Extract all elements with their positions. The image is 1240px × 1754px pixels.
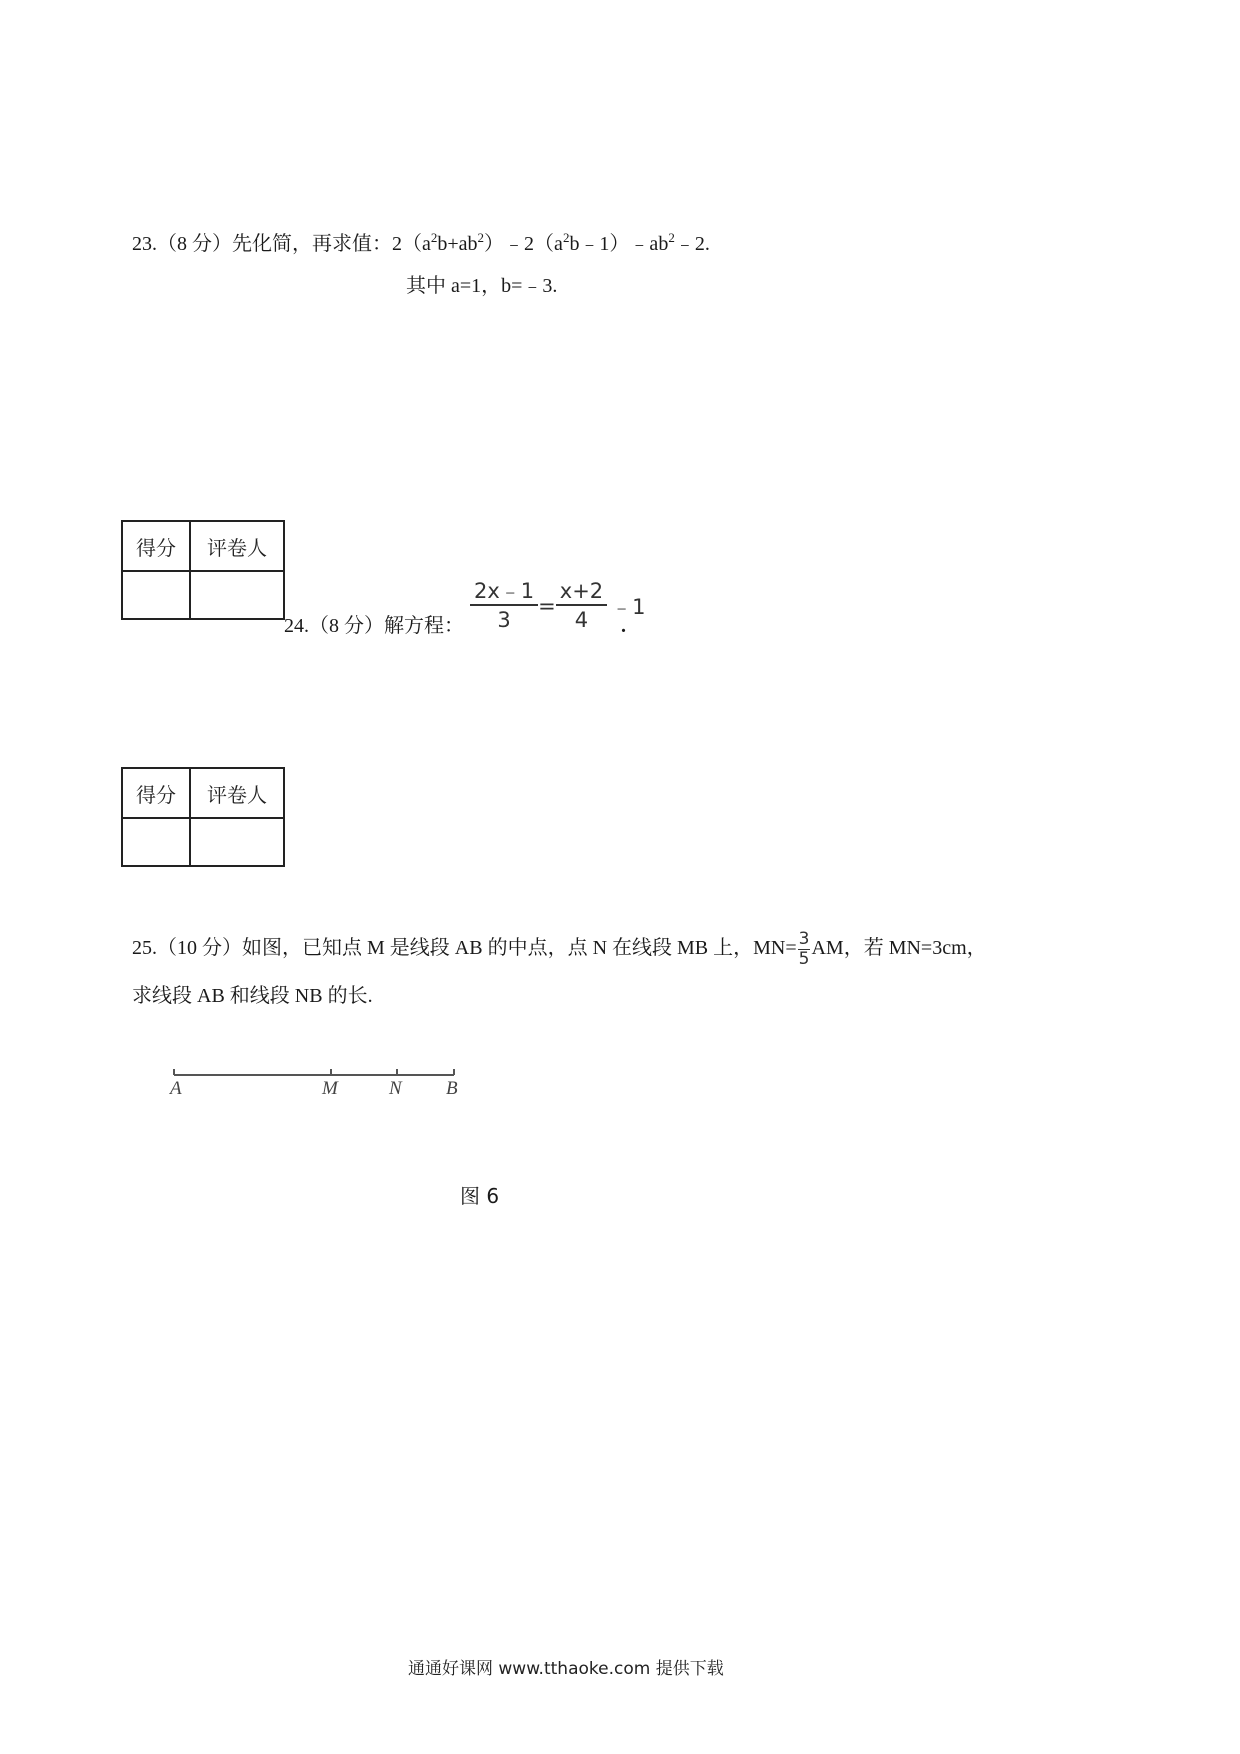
q24-equation (470, 578, 646, 634)
q23-points: （8 分） (157, 233, 232, 255)
figure-caption: 图 6 (460, 1184, 500, 1208)
question-24 (284, 614, 464, 638)
q24-intro: 解方程： (384, 615, 464, 637)
q23-expression: $2(a^2b+ab^2)﹣2(a^2b﹣1)﹣ab^2﹣2$. (392, 230, 710, 255)
score-header: 得分 (122, 521, 190, 571)
q24-equals: = (538, 594, 556, 618)
q24-rhs-tail: ﹣1 (611, 595, 646, 619)
question-25-line-1: 25.（10 分）如图，已知点 M 是线段 AB 的中点，点 N 在线段 MB 上，MN= $\frac{3}{5}$ AM，若 MN=3cm， (132, 929, 987, 969)
grader-header: 评卷人 (190, 768, 284, 818)
q23-intro: 先化简，再求值： (232, 233, 392, 255)
score-cell[interactable] (122, 818, 190, 866)
label-b: B (446, 1078, 458, 1099)
grader-cell[interactable] (190, 818, 284, 866)
q24-end: . (621, 615, 626, 637)
score-table-2 (121, 767, 285, 867)
q25-fraction: $\frac{3}{5}$ (798, 929, 810, 969)
q24-rhs-fraction: $\frac{x+2}{4}$ (556, 578, 607, 634)
score-table-1 (121, 520, 285, 620)
q24-lhs-fraction: $\frac{2x﹣1}{3}$ (470, 578, 538, 634)
grader-cell[interactable] (190, 571, 284, 619)
q23-condition: 其中 a=1，b=﹣3. (406, 275, 558, 297)
label-a: A (170, 1078, 182, 1099)
q23-number: 23. (132, 233, 157, 255)
question-25-line-2: 求线段 AB 和线段 NB 的长. (132, 985, 373, 1007)
question-23 (132, 232, 710, 256)
label-m: M (322, 1078, 338, 1099)
footer-text: 通通好课网 www.tthaoke.com 提供下载 (408, 1659, 724, 1679)
q24-number: 24. (284, 615, 309, 637)
label-n: N (389, 1078, 402, 1099)
q24-points: （8 分） (309, 615, 384, 637)
score-header: 得分 (122, 768, 190, 818)
score-cell[interactable] (122, 571, 190, 619)
segment-figure (150, 1058, 480, 1102)
grader-header: 评卷人 (190, 521, 284, 571)
